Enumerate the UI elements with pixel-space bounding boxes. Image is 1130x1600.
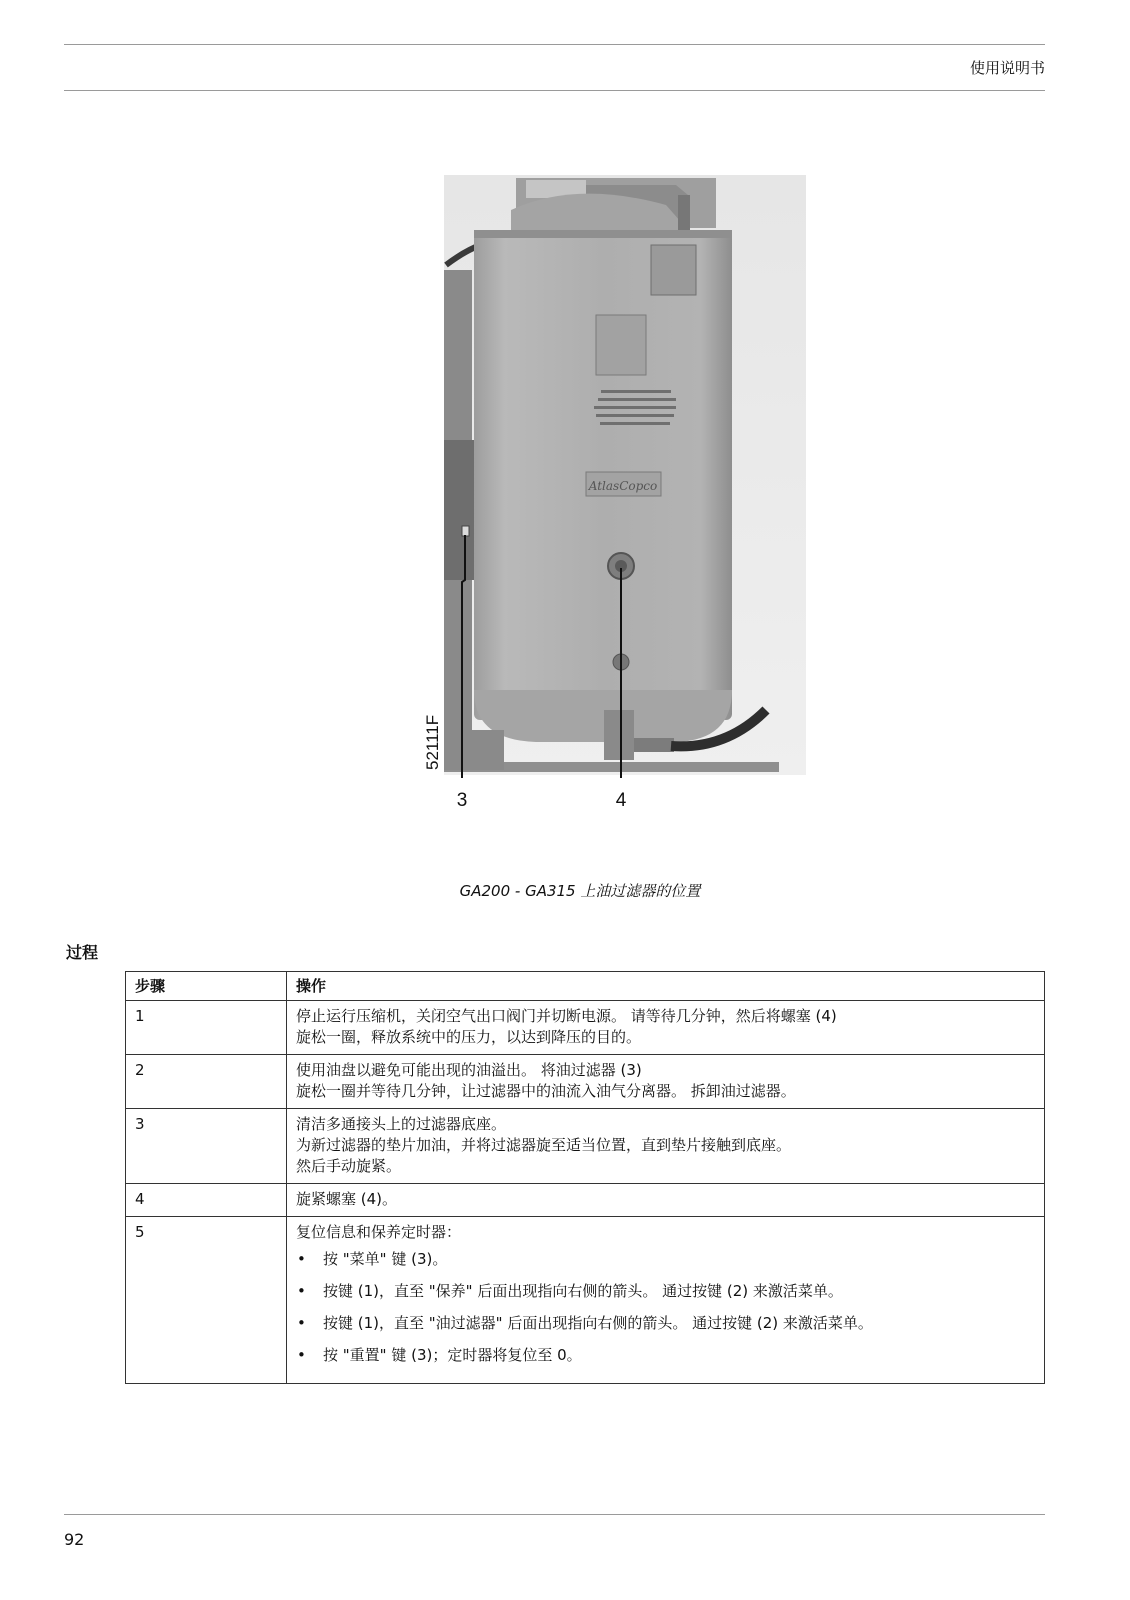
step-number: 5 [126,1217,287,1384]
step-number: 2 [126,1055,287,1109]
list-item: • 按键 (1)，直至 "保养" 后面出现指向右侧的箭头。 通过按键 (2) 来激活菜单。 [297,1282,843,1300]
step-action [287,1109,1045,1184]
callout-3-label: 3 [456,790,468,811]
step-action [287,1055,1045,1109]
step-number: 4 [126,1184,287,1217]
action-line: 为新过滤器的垫片加油，并将过滤器旋至适当位置，直到垫片接触到底座。 [296,1136,792,1154]
page-number: 92 [64,1530,85,1549]
table-header-row [126,972,1045,1001]
footer-rule [64,1514,1045,1515]
oil-separator-illustration [423,150,846,838]
step-number: 3 [126,1109,287,1184]
step-action [287,1217,1045,1384]
header-bottom-rule [64,90,1045,91]
table-row [126,1217,1045,1384]
action-line: 使用油盘以避免可能出现的油溢出。 将油过滤器 (3) [296,1061,642,1079]
step-action [287,1184,1045,1217]
step-action [287,1001,1045,1055]
action-line: 然后手动旋紧。 [296,1157,402,1175]
action-line: 旋紧螺塞 (4)。 [296,1190,398,1208]
list-item: • 按 "菜单" 键 (3)。 [297,1250,448,1268]
bullet-list [296,1249,1035,1366]
action-line: 停止运行压缩机，关闭空气出口阀门并切断电源。 请等待几分钟，然后将螺塞 (4) [296,1007,837,1025]
bullet-icon: • [297,1250,306,1268]
callout-4-label: 4 [615,790,627,811]
procedure-table [125,971,1045,1384]
action-line: 旋松一圈并等待几分钟，让过滤器中的油流入油气分离器。 拆卸油过滤器。 [296,1082,796,1100]
figure-caption: GA200 - GA315 上油过滤器的位置 [459,882,701,900]
bullet-icon: • [297,1314,306,1332]
table-row [126,1109,1045,1184]
section-heading: 过程 [66,943,99,962]
bullet-icon: • [297,1346,306,1364]
header-title: 使用说明书 [969,59,1045,77]
oil-filter-photo [423,150,846,838]
table-row [126,1184,1045,1217]
action-line: 旋松一圈，释放系统中的压力，以达到降压的目的。 [296,1028,642,1046]
action-line: 复位信息和保养定时器： [296,1223,462,1241]
list-item: • 按键 (1)，直至 "油过滤器" 后面出现指向右侧的箭头。 通过按键 (2) 来激活菜单。 [297,1314,873,1332]
table-row [126,1055,1045,1109]
step-number: 1 [126,1001,287,1055]
brand-plate-text: AtlasCopco [588,479,658,493]
table-row [126,1001,1045,1055]
list-item: • 按 "重置" 键 (3)；定时器将复位至 0。 [297,1346,582,1364]
header-top-rule [64,44,1045,45]
figure-code: 52111F [423,714,442,770]
bullet-icon: • [297,1282,306,1300]
action-line: 清洁多通接头上的过滤器底座。 [296,1115,507,1133]
column-header-action: 操作 [287,972,1045,1001]
column-header-step: 步骤 [126,972,287,1001]
